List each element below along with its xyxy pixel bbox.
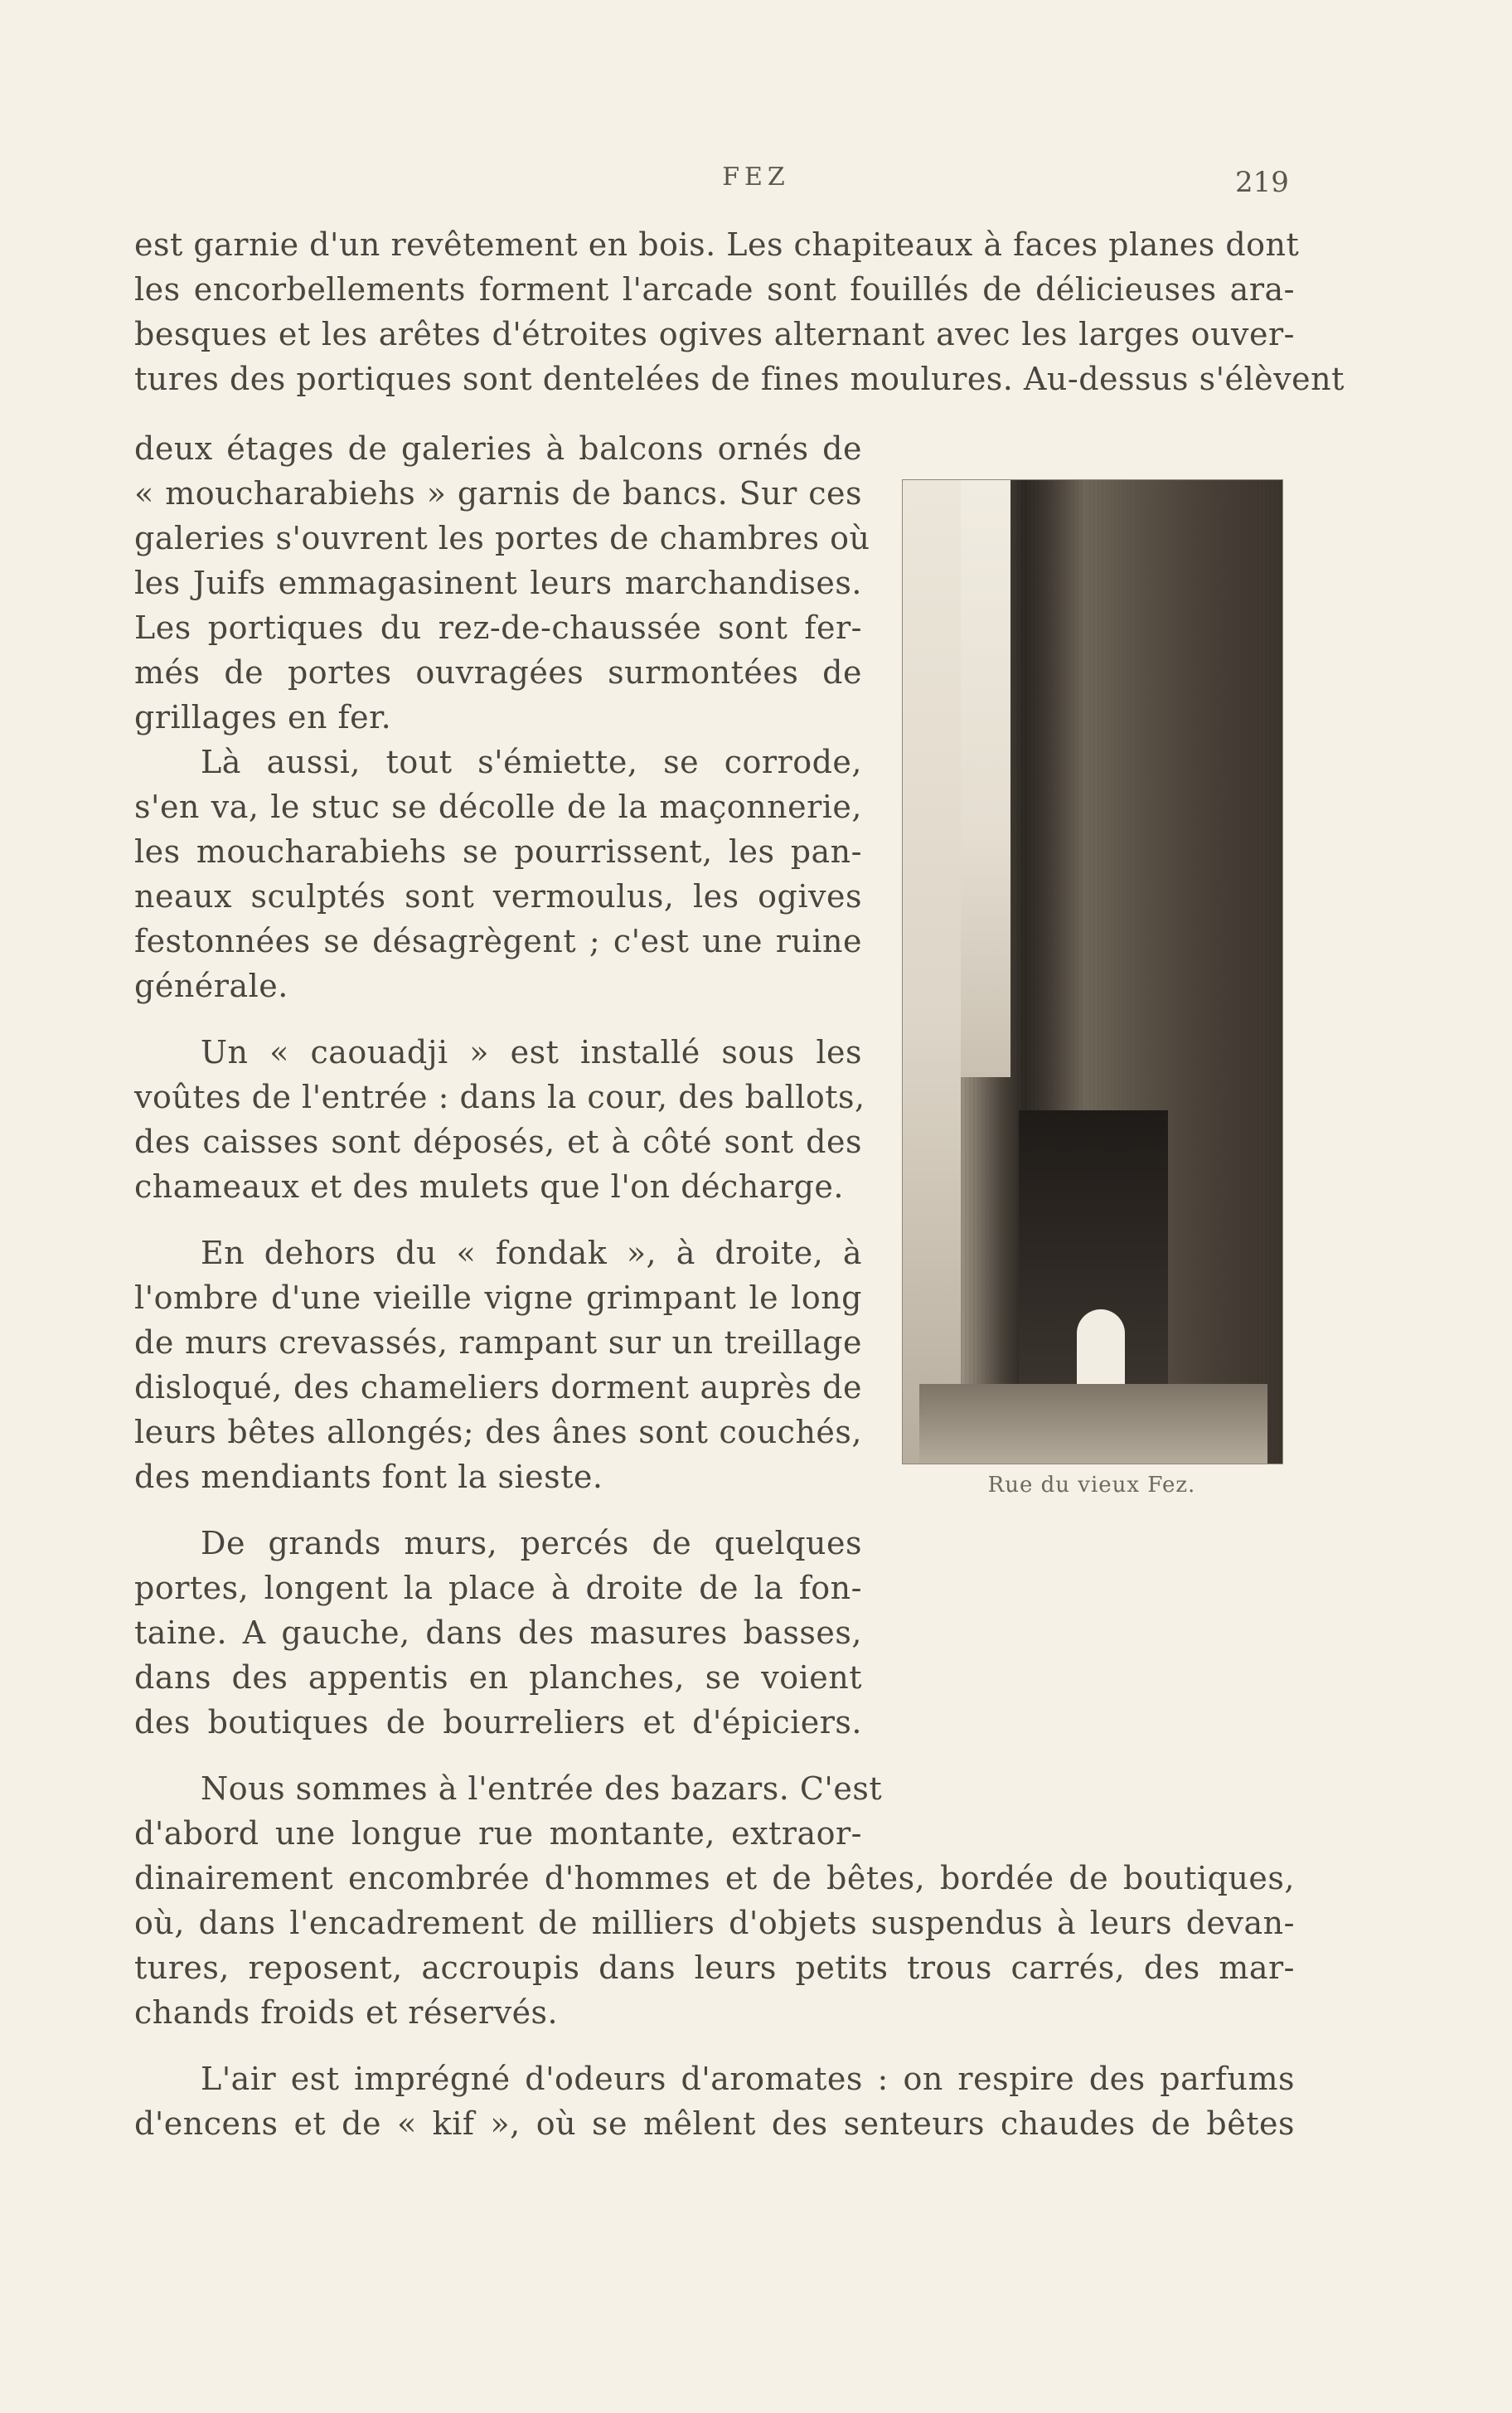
text-line: les encorbellements forment l'arcade sont fouillés de délicieuses ara-: [134, 271, 1295, 308]
text-line: Là aussi, tout s'émiette, se corrode,: [201, 744, 862, 780]
text-line: neaux sculptés sont vermoulus, les ogives: [134, 878, 862, 915]
text-line: dans des appentis en planches, se voient: [134, 1659, 862, 1696]
text-line: festonnées se désagrègent ; c'est une ruine: [134, 923, 862, 959]
text-line: més de portes ouvragées surmontées de: [134, 654, 862, 691]
text-line: des mendiants font la sieste.: [134, 1459, 603, 1495]
text-line: leurs bêtes allongés; des ânes sont couchés,: [134, 1414, 862, 1450]
text-line: des boutiques de bourreliers et d'épiciers.: [134, 1704, 862, 1741]
text-line: « moucharabiehs » garnis de bancs. Sur ces: [134, 475, 862, 512]
page-number: 219: [1235, 166, 1289, 199]
text-line: galeries s'ouvrent les portes de chambres où: [134, 520, 870, 556]
text-line: tures, reposent, accroupis dans leurs petits trous carrés, des mar-: [134, 1949, 1295, 1986]
text-line: s'en va, le stuc se décolle de la maçonnerie,: [134, 789, 862, 825]
text-line: de murs crevassés, rampant sur un treillage: [134, 1324, 862, 1361]
text-line: l'ombre d'une vieille vigne grimpant le long: [134, 1279, 862, 1316]
text-line: est garnie d'un revêtement en bois. Les chapiteaux à faces planes dont: [134, 226, 1300, 263]
text-line: générale.: [134, 968, 288, 1004]
text-line: dinairement encombrée d'hommes et de bêtes, bordée de boutiques,: [134, 1860, 1295, 1896]
text-line: les Juifs emmagasinent leurs marchandises.: [134, 565, 862, 601]
text-line: Les portiques du rez-de-chaussée sont fer-: [134, 609, 862, 646]
text-line: Un « caouadji » est installé sous les: [201, 1034, 862, 1071]
text-line: où, dans l'encadrement de milliers d'objets suspendus à leurs devan-: [134, 1905, 1295, 1941]
text-line: En dehors du « fondak », à droite, à: [201, 1235, 862, 1271]
text-line: d'encens et de « kif », où se mêlent des senteurs chaudes de bêtes: [134, 2105, 1295, 2142]
text-line: disloqué, des chameliers dorment auprès de: [134, 1369, 862, 1406]
text-line: tures des portiques sont dentelées de fines moulures. Au-dessus s'élèvent: [134, 361, 1345, 397]
illustration-ground: [919, 1384, 1267, 1464]
text-line: deux étages de galeries à balcons ornés de: [134, 430, 862, 467]
illustration-arch: [1077, 1309, 1125, 1392]
text-line: d'abord une longue rue montante, extraor-: [134, 1815, 862, 1852]
text-line: voûtes de l'entrée : dans la cour, des ballots,: [134, 1079, 865, 1115]
illustration-left-wall: [903, 480, 961, 1464]
text-line: Nous sommes à l'entrée des bazars. C'est: [201, 1770, 883, 1807]
figure-caption: Rue du vieux Fez.: [987, 1473, 1196, 1498]
text-line: taine. A gauche, dans des masures basses,: [134, 1614, 862, 1651]
illustration-sky: [961, 480, 1010, 1077]
text-line: grillages en fer.: [134, 699, 392, 736]
text-line: des caisses sont déposés, et à côté sont des: [134, 1124, 862, 1160]
text-line: chands froids et réservés.: [134, 1994, 559, 2031]
text-line: chameaux et des mulets que l'on décharge.: [134, 1168, 844, 1205]
text-line: les moucharabiehs se pourrissent, les pan-: [134, 833, 862, 870]
street-illustration: [902, 479, 1283, 1464]
running-head: FEZ: [722, 163, 790, 192]
text-line: L'air est imprégné d'odeurs d'aromates : on respire des parfums: [201, 2061, 1295, 2097]
text-line: De grands murs, percés de quelques: [201, 1525, 862, 1561]
text-line: besques et les arêtes d'étroites ogives alternant avec les larges ouver-: [134, 316, 1295, 352]
text-line: portes, longent la place à droite de la fon-: [134, 1570, 862, 1606]
